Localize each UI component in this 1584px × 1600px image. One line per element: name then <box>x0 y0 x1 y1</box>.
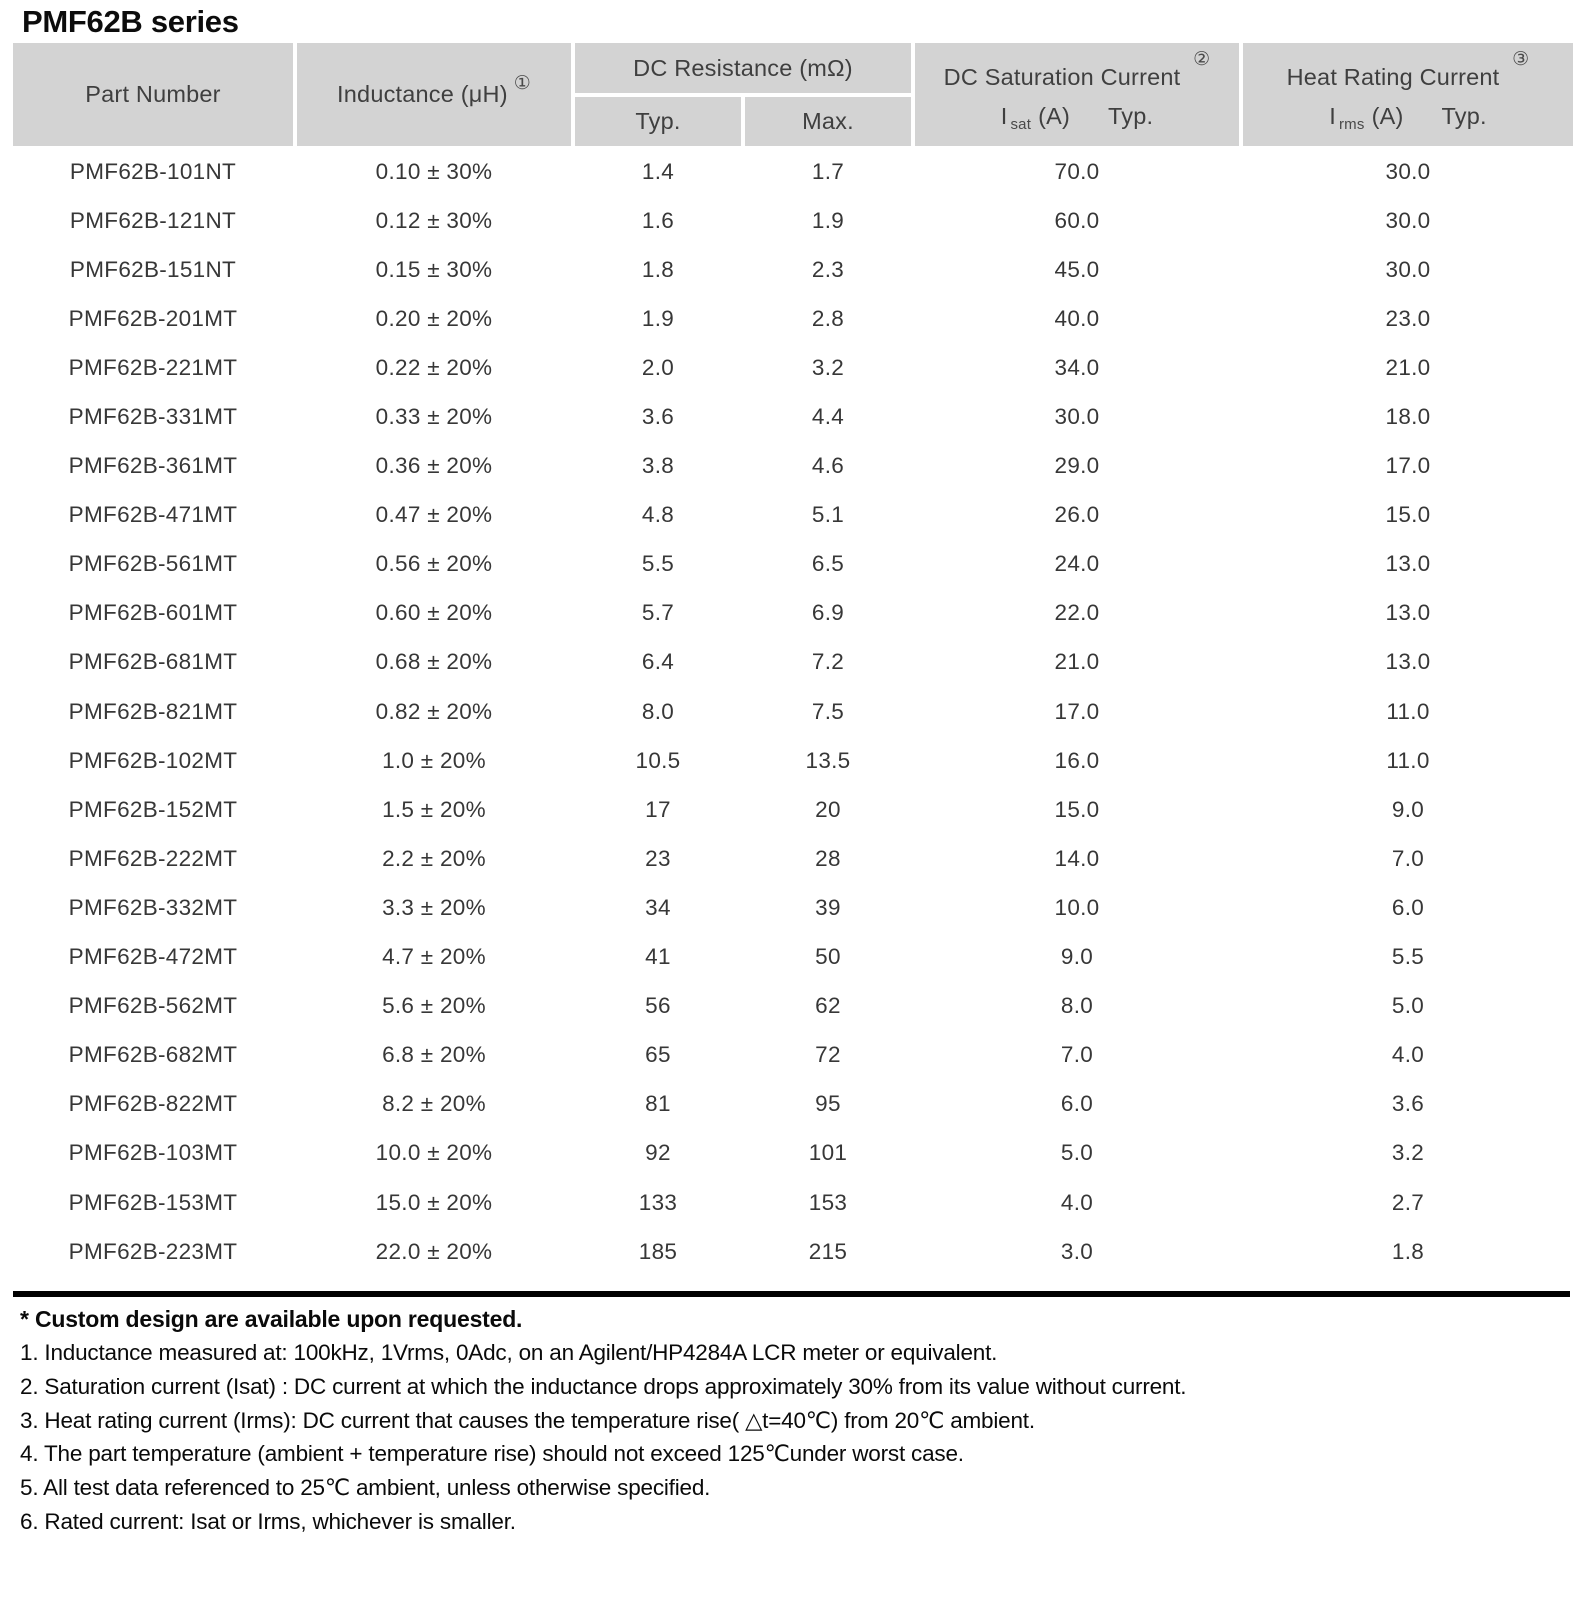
table-cell: 15.0 <box>1385 502 1431 528</box>
table-cell: 6.5 <box>811 551 845 577</box>
table-row <box>13 1178 1573 1227</box>
table-cell: 8.0 <box>1060 993 1094 1019</box>
table-row <box>13 834 1573 883</box>
table-row <box>13 638 1573 687</box>
table-cell: 16.0 <box>1054 747 1100 773</box>
table-cell: 0.47 ± 20% <box>375 502 493 528</box>
table-row <box>13 245 1573 294</box>
typ-label: Typ. <box>635 108 681 134</box>
table-cell: 0.56 ± 20% <box>375 551 493 577</box>
table-cell: PMF62B-151NT <box>69 256 237 282</box>
table-row <box>13 540 1573 589</box>
table-cell: 5.5 <box>1391 944 1425 970</box>
irms-unit: (A) <box>1371 103 1404 130</box>
column-header-typ <box>575 97 741 146</box>
table-cell: 20 <box>815 796 841 822</box>
footnote-item: 2. Saturation current (Isat) : DC current at which the inductance drops approximately 30% from its value without current. <box>20 1373 1187 1399</box>
table-cell: 0.68 ± 20% <box>375 649 493 675</box>
table-cell: 22.0 ± 20% <box>375 1238 493 1264</box>
table-cell: 13.0 <box>1385 600 1431 626</box>
section-divider <box>13 1291 1570 1297</box>
table-cell: 21.0 <box>1385 354 1431 380</box>
table-cell: 7.0 <box>1060 1042 1094 1068</box>
table-cell: 10.5 <box>635 747 681 773</box>
table-cell: 30.0 <box>1054 404 1100 430</box>
table-cell: 6.0 <box>1060 1091 1094 1117</box>
table-cell: 1.6 <box>641 207 675 233</box>
footnote-marker-2: ② <box>1193 48 1211 70</box>
table-cell: 6.4 <box>641 649 675 675</box>
table-cell: 30.0 <box>1385 207 1431 233</box>
table-cell: PMF62B-201MT <box>68 305 238 331</box>
table-cell: PMF62B-562MT <box>68 993 238 1019</box>
table-cell: 0.20 ± 20% <box>375 305 493 331</box>
table-cell: 1.9 <box>641 305 675 331</box>
table-cell: PMF62B-121NT <box>69 207 237 233</box>
table-cell: 4.4 <box>811 404 845 430</box>
table-cell: 185 <box>638 1238 678 1264</box>
table-row <box>13 1080 1573 1129</box>
table-cell: PMF62B-332MT <box>68 894 238 920</box>
table-cell: 1.5 ± 20% <box>382 796 486 822</box>
table-cell: 6.8 ± 20% <box>382 1042 486 1068</box>
table-cell: 0.15 ± 30% <box>375 256 493 282</box>
table-cell: 4.7 ± 20% <box>382 944 486 970</box>
isat-typ: Typ. <box>1108 103 1154 130</box>
table-cell: 7.5 <box>811 698 845 724</box>
table-cell: 4.0 <box>1391 1042 1425 1068</box>
table-row <box>13 491 1573 540</box>
column-header-saturation-current <box>915 43 1239 146</box>
dc-resistance-label: DC Resistance (mΩ) <box>633 54 853 81</box>
table-cell: 45.0 <box>1054 256 1100 282</box>
irms-symbol: I <box>1329 103 1336 130</box>
table-cell: 28 <box>815 845 841 871</box>
table-cell: 3.2 <box>811 354 845 380</box>
table-cell: PMF62B-561MT <box>68 551 238 577</box>
table-cell: 5.1 <box>811 502 845 528</box>
table-row <box>13 687 1573 736</box>
table-cell: 2.0 <box>641 354 675 380</box>
table-cell: 7.0 <box>1391 845 1425 871</box>
table-cell: 81 <box>645 1091 671 1117</box>
table-cell: PMF62B-221MT <box>68 354 238 380</box>
table-cell: PMF62B-331MT <box>68 404 238 430</box>
column-header-dc-resistance <box>575 43 911 93</box>
heat-unit-line <box>1329 103 1487 134</box>
table-cell: 5.0 <box>1060 1140 1094 1166</box>
column-group-dc-resistance <box>575 43 911 146</box>
table-cell: 133 <box>638 1189 678 1215</box>
table-body <box>13 147 1573 1276</box>
table-cell: 2.8 <box>811 305 845 331</box>
table-cell: 8.2 ± 20% <box>382 1091 486 1117</box>
table-cell: 26.0 <box>1054 502 1100 528</box>
table-cell: PMF62B-223MT <box>68 1238 238 1264</box>
table-cell: PMF62B-822MT <box>68 1091 238 1117</box>
table-cell: 11.0 <box>1386 747 1430 773</box>
table-cell: 6.0 <box>1391 894 1425 920</box>
table-cell: 0.82 ± 20% <box>375 698 493 724</box>
footnote-custom-design: * Custom design are available upon requested. <box>20 1306 523 1332</box>
table-cell: 70.0 <box>1054 158 1100 184</box>
table-cell: 39 <box>815 894 841 920</box>
table-cell: 65 <box>645 1042 671 1068</box>
table-row <box>13 392 1573 441</box>
table-cell: PMF62B-153MT <box>68 1189 238 1215</box>
heat-label: Heat Rating Current <box>1286 63 1500 90</box>
table-row <box>13 294 1573 343</box>
saturation-label: DC Saturation Current <box>943 63 1181 90</box>
isat-subscript: sat <box>1010 116 1032 134</box>
table-cell: 17.0 <box>1054 698 1100 724</box>
table-row <box>13 343 1573 392</box>
table-row <box>13 589 1573 638</box>
dc-resistance-subheaders <box>575 97 911 146</box>
table-cell: PMF62B-361MT <box>68 453 238 479</box>
table-header <box>13 43 1573 146</box>
table-cell: 9.0 <box>1060 944 1094 970</box>
heat-title-line <box>1286 48 1530 91</box>
column-header-max <box>745 97 911 146</box>
table-cell: PMF62B-601MT <box>68 600 238 626</box>
table-cell: 21.0 <box>1054 649 1100 675</box>
table-row <box>13 1129 1573 1178</box>
footnotes <box>20 1302 1560 1539</box>
table-cell: 4.6 <box>811 453 845 479</box>
table-cell: 5.7 <box>641 600 675 626</box>
table-cell: 13.0 <box>1385 551 1431 577</box>
table-cell: 30.0 <box>1385 158 1431 184</box>
column-header-inductance <box>297 43 571 146</box>
table-cell: PMF62B-102MT <box>68 747 238 773</box>
table-cell: 24.0 <box>1054 551 1100 577</box>
footnote-item: 3. Heat rating current (Irms): DC current that causes the temperature rise( △t=40℃) from 20℃ ambient. <box>20 1407 1035 1433</box>
table-cell: 5.0 <box>1391 993 1425 1019</box>
table-cell: 14.0 <box>1054 845 1100 871</box>
inductance-label: Inductance (μH) <box>337 81 508 107</box>
footnote-item: 1. Inductance measured at: 100kHz, 1Vrms, 0Adc, on an Agilent/HP4284A LCR meter or equivalent. <box>20 1340 998 1365</box>
table-cell: 17 <box>645 796 671 822</box>
table-cell: 50 <box>815 944 841 970</box>
table-cell: 0.60 ± 20% <box>375 600 493 626</box>
table-cell: 23 <box>645 845 671 871</box>
table-cell: 92 <box>645 1140 671 1166</box>
table-cell: 5.5 <box>641 551 675 577</box>
table-cell: 7.2 <box>811 649 845 675</box>
table-cell: 18.0 <box>1385 404 1431 430</box>
footnote-marker-1: ① <box>513 73 531 94</box>
table-cell: 13.0 <box>1385 649 1431 675</box>
table-cell: 4.8 <box>641 502 675 528</box>
table-cell: 0.36 ± 20% <box>375 453 493 479</box>
footnote-marker-3: ③ <box>1512 48 1530 70</box>
table-cell: 2.7 <box>1391 1189 1425 1215</box>
table-row <box>13 736 1573 785</box>
table-cell: 22.0 <box>1054 600 1100 626</box>
table-cell: 0.12 ± 30% <box>375 207 493 233</box>
table-cell: 1.8 <box>1391 1238 1425 1264</box>
table-cell: 13.5 <box>805 747 851 773</box>
table-row <box>13 933 1573 982</box>
table-cell: 0.10 ± 30% <box>375 158 493 184</box>
table-cell: PMF62B-472MT <box>68 944 238 970</box>
footnote-item: 6. Rated current: Isat or Irms, whichever is smaller. <box>20 1508 516 1534</box>
table-cell: 2.3 <box>811 256 845 282</box>
table-cell: PMF62B-821MT <box>68 698 238 724</box>
table-cell: 101 <box>808 1140 848 1166</box>
isat-unit: (A) <box>1038 103 1071 130</box>
table-cell: 60.0 <box>1054 207 1100 233</box>
table-row <box>13 883 1573 932</box>
saturation-unit-line <box>1000 103 1154 134</box>
table-cell: 9.0 <box>1391 796 1425 822</box>
table-cell: PMF62B-222MT <box>68 845 238 871</box>
table-cell: 56 <box>645 993 671 1019</box>
table-cell: 10.0 ± 20% <box>375 1140 493 1166</box>
table-cell: 4.0 <box>1060 1189 1094 1215</box>
table-cell: PMF62B-101NT <box>69 158 237 184</box>
table-cell: 3.0 <box>1060 1238 1094 1264</box>
table-row <box>13 196 1573 245</box>
table-cell: 6.9 <box>811 600 845 626</box>
column-header-part-number <box>13 43 293 146</box>
table-cell: 15.0 ± 20% <box>375 1189 493 1215</box>
irms-typ: Typ. <box>1441 103 1487 130</box>
table-cell: 40.0 <box>1054 305 1100 331</box>
table-cell: 72 <box>815 1042 841 1068</box>
table-cell: 3.6 <box>1391 1091 1425 1117</box>
table-cell: 1.9 <box>811 207 845 233</box>
table-cell: 34 <box>645 894 671 920</box>
table-cell: 95 <box>815 1091 841 1117</box>
table-cell: PMF62B-103MT <box>68 1140 238 1166</box>
spec-table <box>13 43 1573 1276</box>
table-cell: 3.3 ± 20% <box>382 894 486 920</box>
isat-symbol: I <box>1000 103 1008 130</box>
table-cell: 30.0 <box>1385 256 1431 282</box>
table-cell: 41 <box>645 944 671 970</box>
table-row <box>13 442 1573 491</box>
table-cell: 34.0 <box>1054 354 1100 380</box>
part-number-label: Part Number <box>85 81 221 107</box>
table-cell: 0.22 ± 20% <box>375 354 493 380</box>
table-cell: 1.7 <box>811 158 845 184</box>
table-cell: 62 <box>815 993 841 1019</box>
table-cell: 23.0 <box>1385 305 1431 331</box>
table-cell: 1.8 <box>641 256 675 282</box>
table-cell: PMF62B-471MT <box>68 502 238 528</box>
table-row <box>13 1227 1573 1276</box>
table-cell: 2.2 ± 20% <box>382 845 486 871</box>
table-cell: 29.0 <box>1054 453 1100 479</box>
max-label: Max. <box>802 108 854 134</box>
table-cell: 17.0 <box>1385 453 1431 479</box>
table-cell: 153 <box>808 1189 848 1215</box>
table-row <box>13 1031 1573 1080</box>
table-cell: 1.4 <box>641 158 675 184</box>
table-cell: 3.6 <box>641 404 675 430</box>
column-header-heat-rating-current <box>1243 43 1573 146</box>
saturation-title-line <box>943 48 1211 91</box>
table-cell: PMF62B-682MT <box>68 1042 238 1068</box>
table-cell: 10.0 <box>1054 894 1100 920</box>
footnote-item: 5. All test data referenced to 25℃ ambient, unless otherwise specified. <box>20 1475 711 1501</box>
table-cell: 215 <box>808 1238 848 1264</box>
table-cell: 0.33 ± 20% <box>375 404 493 430</box>
table-cell: 3.8 <box>641 453 675 479</box>
page-title: PMF62B series <box>22 4 239 39</box>
table-cell: PMF62B-681MT <box>68 649 238 675</box>
table-row <box>13 982 1573 1031</box>
irms-subscript: rms <box>1338 116 1365 134</box>
table-row <box>13 147 1573 196</box>
footnote-item: 4. The part temperature (ambient + temperature rise) should not exceed 125℃under worst case. <box>20 1441 964 1467</box>
table-cell: PMF62B-152MT <box>68 796 238 822</box>
table-cell: 3.2 <box>1391 1140 1425 1166</box>
table-cell: 5.6 ± 20% <box>382 993 486 1019</box>
table-cell: 1.0 ± 20% <box>382 747 486 773</box>
table-cell: 15.0 <box>1054 796 1100 822</box>
table-cell: 8.0 <box>641 698 675 724</box>
table-row <box>13 785 1573 834</box>
table-cell: 11.0 <box>1386 698 1430 724</box>
